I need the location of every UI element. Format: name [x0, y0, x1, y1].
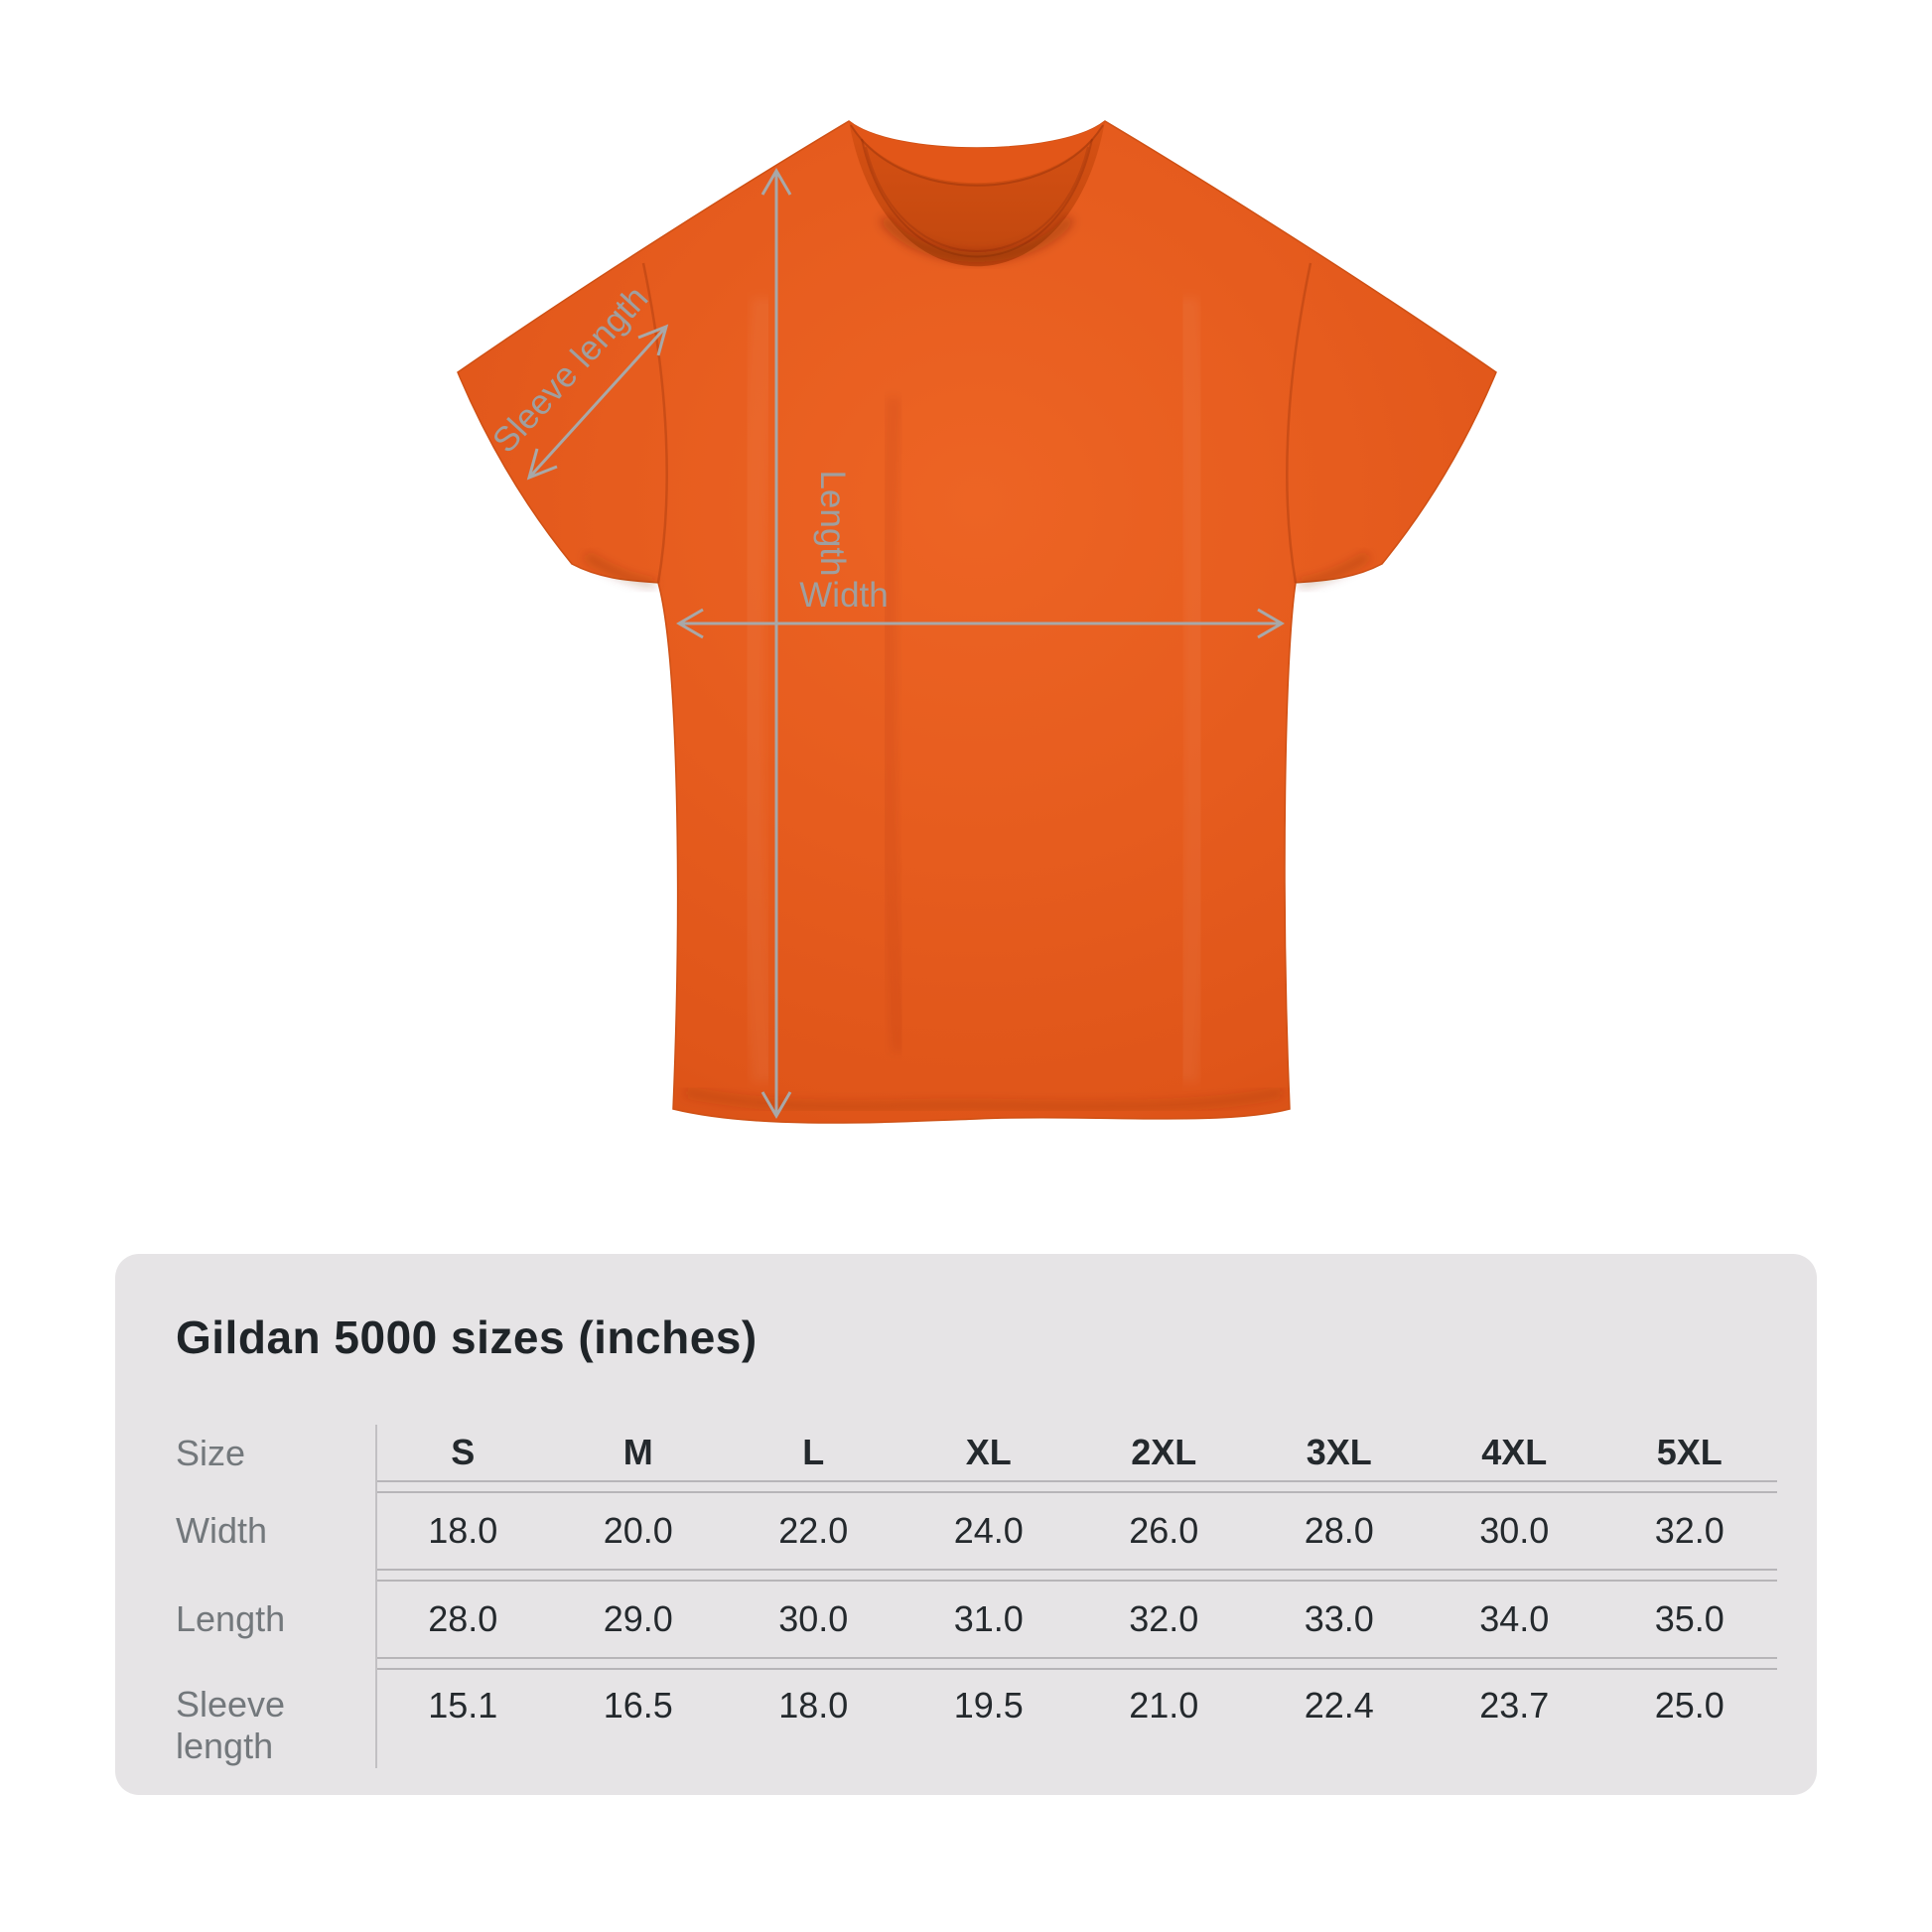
- sleeve-value-m: 16.5: [603, 1685, 673, 1725]
- length-value-3xl: 33.0: [1304, 1598, 1374, 1639]
- width-value-4xl: 30.0: [1479, 1510, 1550, 1551]
- sleeve-value-xl: 19.5: [953, 1685, 1024, 1725]
- row-label-width: Width: [176, 1510, 268, 1551]
- column-header-l: L: [802, 1432, 825, 1472]
- sleeve-value-5xl: 25.0: [1654, 1685, 1725, 1725]
- width-value-2xl: 26.0: [1129, 1510, 1199, 1551]
- size-table: [176, 1425, 1777, 1768]
- table-header-row: [176, 1425, 1777, 1482]
- column-header-4xl: 4XL: [1481, 1432, 1548, 1472]
- column-header-m: M: [622, 1432, 653, 1472]
- column-header-2xl: 2XL: [1131, 1432, 1197, 1472]
- length-value-m: 29.0: [603, 1598, 673, 1639]
- length-value-xl: 31.0: [953, 1598, 1024, 1639]
- length-label: Length: [813, 470, 852, 577]
- column-header-xl: XL: [965, 1432, 1012, 1472]
- width-value-m: 20.0: [603, 1510, 673, 1551]
- sleeve-value-3xl: 22.4: [1304, 1685, 1374, 1725]
- width-value-5xl: 32.0: [1654, 1510, 1725, 1551]
- length-value-5xl: 35.0: [1654, 1598, 1725, 1639]
- table-vertical-divider: [375, 1425, 377, 1768]
- length-value-l: 30.0: [778, 1598, 849, 1639]
- table-row-length: [176, 1580, 1777, 1659]
- table-row-width: [176, 1491, 1777, 1571]
- size-chart-panel: [115, 1254, 1817, 1795]
- size-chart-title: Gildan 5000 sizes (inches): [176, 1311, 758, 1363]
- length-value-2xl: 32.0: [1129, 1598, 1199, 1639]
- width-value-s: 18.0: [428, 1510, 498, 1551]
- row-label-sleeve-length: Sleeve length: [176, 1684, 286, 1766]
- length-value-s: 28.0: [428, 1598, 498, 1639]
- width-value-l: 22.0: [778, 1510, 849, 1551]
- column-header-5xl: 5XL: [1656, 1432, 1723, 1472]
- width-value-3xl: 28.0: [1304, 1510, 1374, 1551]
- length-value-4xl: 34.0: [1479, 1598, 1550, 1639]
- table-row-sleeve-length: [176, 1668, 1777, 1768]
- width-value-xl: 24.0: [953, 1510, 1024, 1551]
- table-corner-label: Size: [176, 1433, 246, 1473]
- sleeve-value-s: 15.1: [428, 1685, 498, 1725]
- sleeve-value-l: 18.0: [778, 1685, 849, 1725]
- sleeve-length-label: Sleeve length: [484, 278, 656, 461]
- width-label: Width: [799, 576, 889, 615]
- column-header-3xl: 3XL: [1306, 1432, 1372, 1472]
- sleeve-value-4xl: 23.7: [1479, 1685, 1550, 1725]
- sleeve-value-2xl: 21.0: [1129, 1685, 1199, 1725]
- row-label-length: Length: [176, 1598, 286, 1639]
- column-header-s: S: [451, 1432, 476, 1472]
